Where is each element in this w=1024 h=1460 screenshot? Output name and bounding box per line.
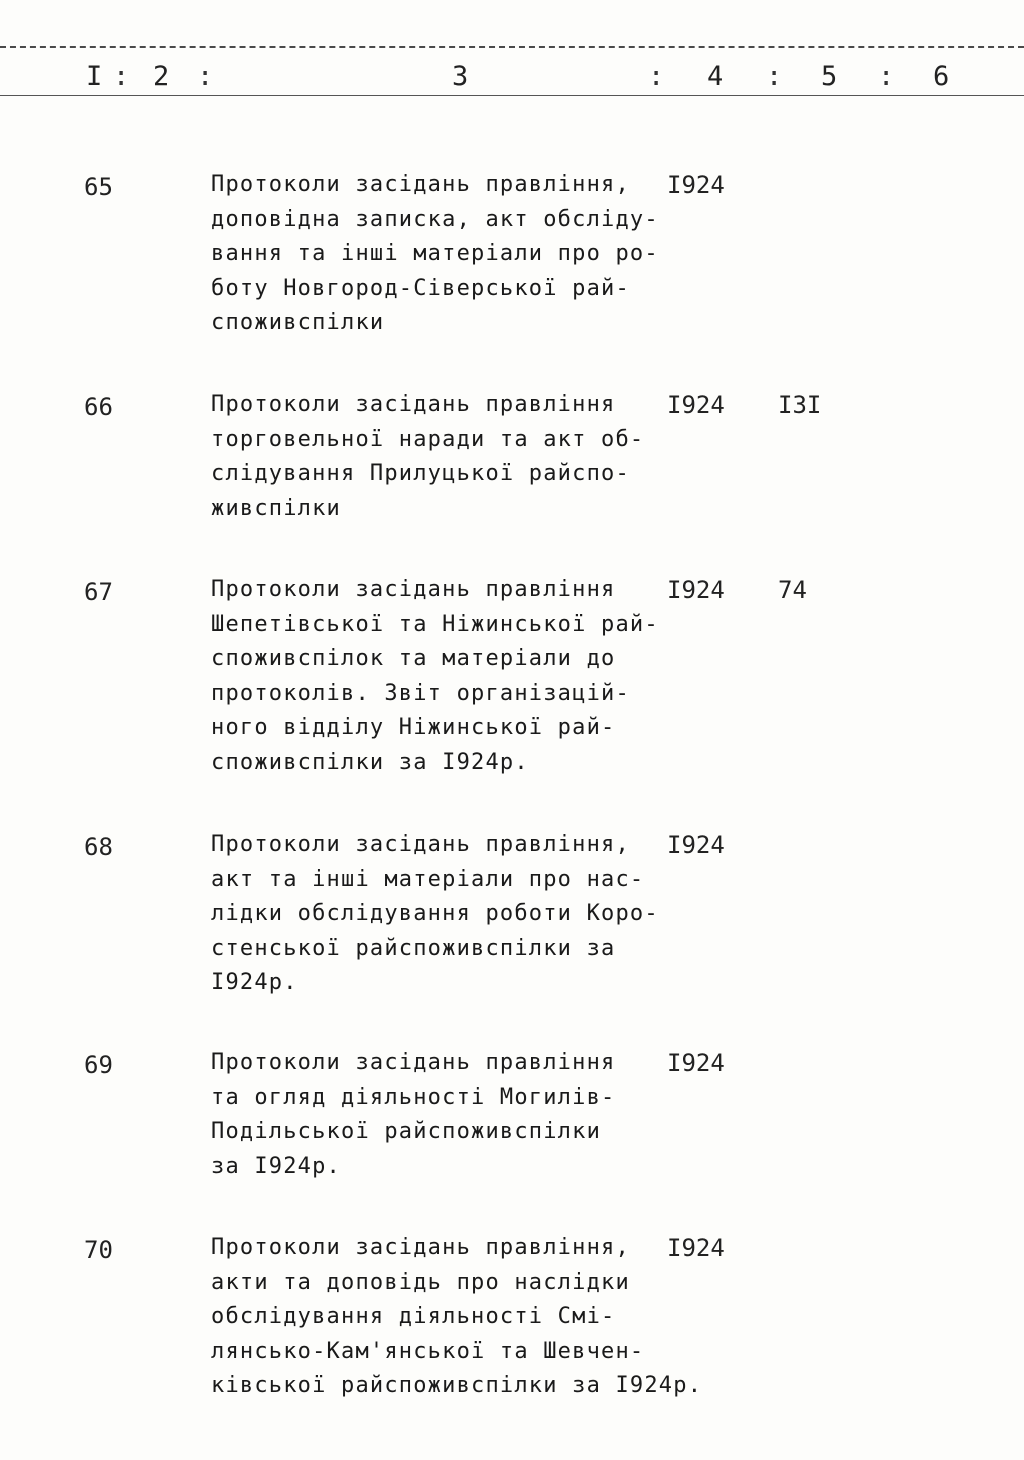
- entry-number: 67: [84, 578, 113, 606]
- header-bottom-rule: [0, 95, 1024, 96]
- entry-description: Протоколи засідань правління, акт та інші матеріали про нас- лідки обслідування роботи Коро- стенської райспоживспілки за I924р.: [211, 832, 659, 995]
- entry-number: 65: [84, 173, 113, 201]
- entry-description: Протоколи засідань правління та огляд діяльності Могилів- Подільської райспоживспілки за I924р.: [211, 1050, 616, 1179]
- entry-sheet-count: 74: [778, 576, 807, 604]
- entry-description: Протоколи засідань правління Шепетівської та Ніжинської рай- споживспілок та матеріали до протоколів. Звіт організацій- ного відділу Ніжинської рай- споживспілки за I924р.: [211, 577, 659, 775]
- column-header-1: I: [86, 61, 103, 92]
- entry-number: 68: [84, 833, 113, 861]
- entry-year: I924: [667, 1049, 725, 1077]
- entry-number: 66: [84, 393, 113, 421]
- column-header-6: 6: [933, 61, 950, 92]
- entry-year: I924: [667, 171, 725, 199]
- column-separator: :: [113, 61, 130, 92]
- entry-year: I924: [667, 1234, 725, 1262]
- entry-description: Протоколи засідань правління торговельної наради та акт об- слідування Прилуцької райспо- живспілки: [211, 392, 645, 521]
- entry-year: I924: [667, 576, 725, 604]
- column-header-4: 4: [707, 61, 724, 92]
- column-separator: :: [197, 61, 214, 92]
- entry-description: Протоколи засідань правління, акти та доповідь про наслідки обслідування діяльності Смі- лянсько-Кам'янської та Шевчен- ківської райспоживспілки за I924р.: [211, 1235, 703, 1398]
- entry-number: 69: [84, 1051, 113, 1079]
- column-separator: :: [878, 61, 895, 92]
- column-header-3: 3: [452, 61, 469, 92]
- column-separator: :: [766, 61, 783, 92]
- entry-year: I924: [667, 391, 725, 419]
- header-top-rule: [0, 46, 1024, 48]
- entry-sheet-count: I3I: [778, 391, 822, 419]
- entry-description: Протоколи засідань правління, доповідна записка, акт обсліду- вання та інші матеріали про ро- боту Новгород-Сіверської рай- споживспілки: [211, 172, 659, 335]
- column-separator: :: [648, 61, 665, 92]
- entry-year: I924: [667, 831, 725, 859]
- column-header-2: 2: [153, 61, 170, 92]
- column-header-5: 5: [821, 61, 838, 92]
- entry-number: 70: [84, 1236, 113, 1264]
